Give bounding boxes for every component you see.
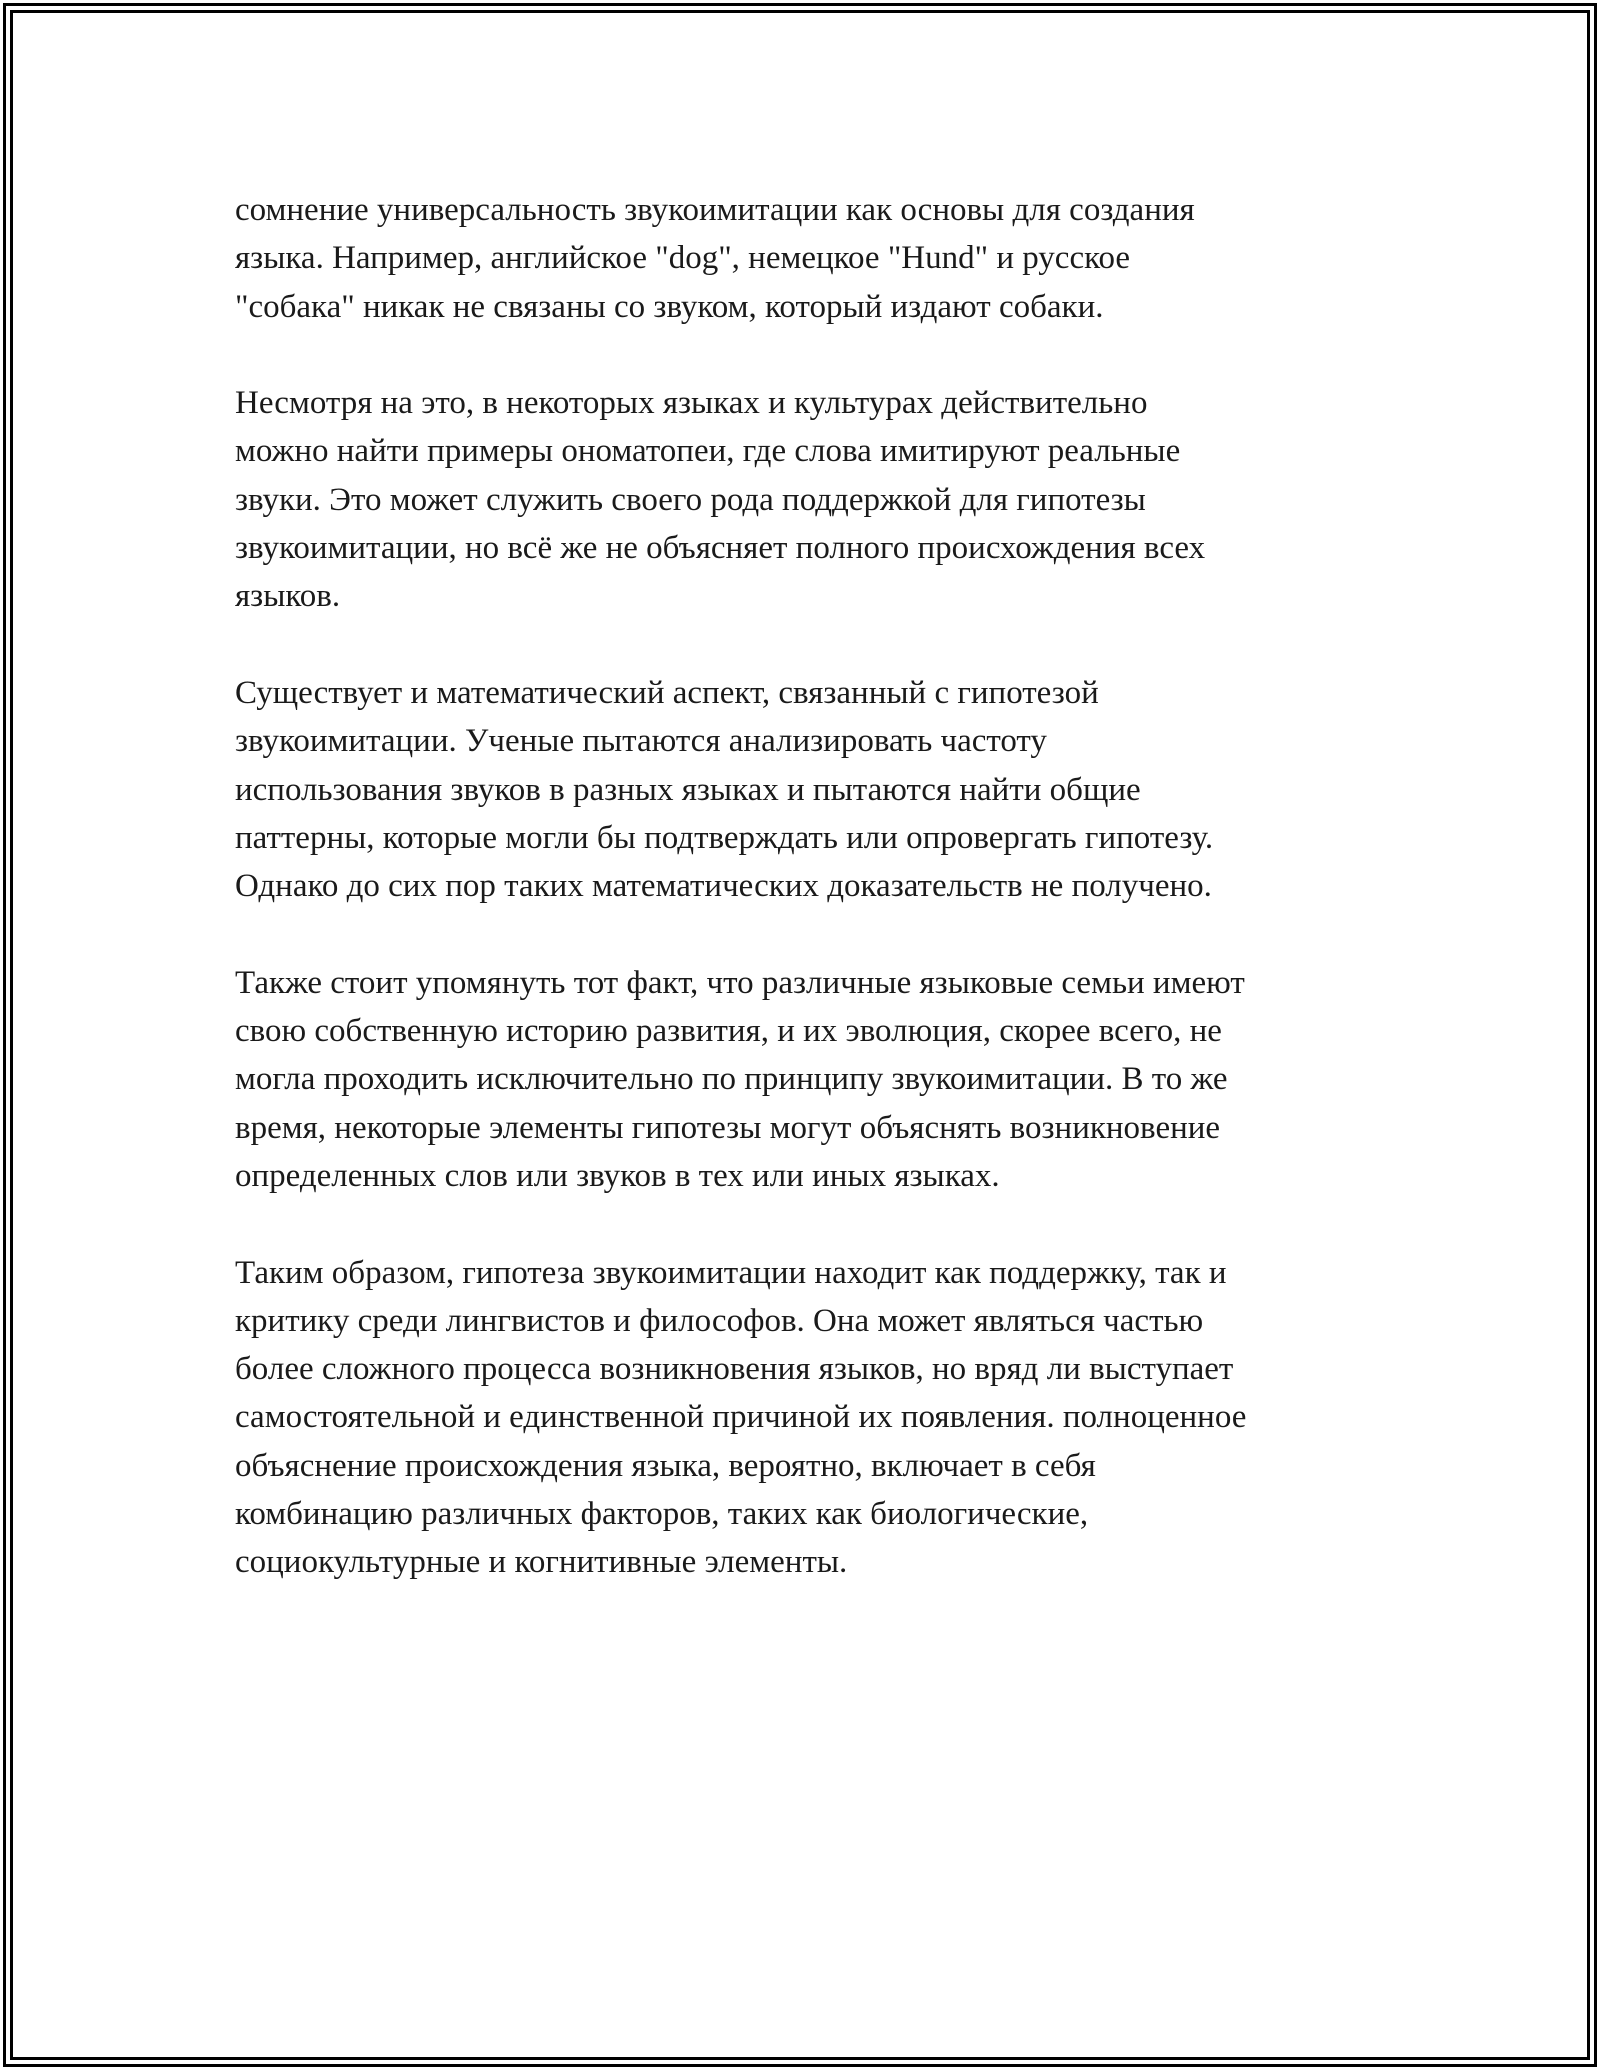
text-line: звукоимитации. Ученые пытаются анализировать частоту bbox=[235, 723, 1047, 760]
text-line: "собака" никак не связаны со звуком, который издают собаки. bbox=[235, 288, 1104, 325]
text-line: сомнение универсальность звукоимитации как основы для создания bbox=[235, 192, 1195, 228]
text-line: свою собственную историю развития, и их эволюция, скорее всего, не bbox=[235, 1013, 1222, 1050]
paragraph-3 bbox=[235, 669, 1395, 910]
text-line: определенных слов или звуков в тех или иных языках. bbox=[235, 1157, 1000, 1194]
paragraph-4 bbox=[235, 959, 1395, 1200]
text-line: звукоимитации, но всё же не объясняет полного происхождения всех bbox=[235, 530, 1206, 567]
text-line: языка. Например, английское "dog", немецкое "Hund" и русское bbox=[235, 240, 1131, 277]
text-line: звуки. Это может служить своего рода поддержкой для гипотезы bbox=[235, 481, 1146, 518]
text-line: Таким образом, гипотеза звукоимитации находит как поддержку, так и bbox=[235, 1254, 1227, 1291]
text-line: паттерны, которые могли бы подтверждать или опровергать гипотезу. bbox=[235, 819, 1214, 856]
text-line: Также стоит упомянуть тот факт, что различные языковые семьи имеют bbox=[235, 964, 1245, 1001]
text-line: критику среди лингвистов и философов. Она может являться частью bbox=[235, 1302, 1204, 1339]
document-body bbox=[235, 186, 1395, 1635]
paragraph-2 bbox=[235, 379, 1395, 620]
text-line: объяснение происхождения языка, вероятно, включает в себя bbox=[235, 1447, 1096, 1484]
text-line: Существует и математический аспект, связанный с гипотезой bbox=[235, 674, 1099, 711]
paragraph-5 bbox=[235, 1249, 1395, 1587]
text-line: комбинацию различных факторов, таких как биологические, bbox=[235, 1496, 1089, 1533]
text-line: могла проходить исключительно по принципу звукоимитации. В то же bbox=[235, 1061, 1228, 1098]
text-line: можно найти примеры ономатопеи, где слова имитируют реальные bbox=[235, 433, 1181, 470]
paragraph-1 bbox=[235, 186, 1395, 331]
text-line: использования звуков в разных языках и пытаются найти общие bbox=[235, 771, 1141, 808]
text-line: самостоятельной и единственной причиной их появления. полноценное bbox=[235, 1399, 1247, 1436]
text-line: время, некоторые элементы гипотезы могут объяснять возникновение bbox=[235, 1109, 1221, 1146]
text-line: Несмотря на это, в некоторых языках и культурах действительно bbox=[235, 385, 1148, 422]
text-line: социокультурные и когнитивные элементы. bbox=[235, 1544, 848, 1581]
text-line: более сложного процесса возникновения языков, но вряд ли выступает bbox=[235, 1351, 1234, 1388]
text-line: Однако до сих пор таких математических доказательств не получено. bbox=[235, 868, 1212, 905]
text-line: языков. bbox=[235, 578, 341, 615]
